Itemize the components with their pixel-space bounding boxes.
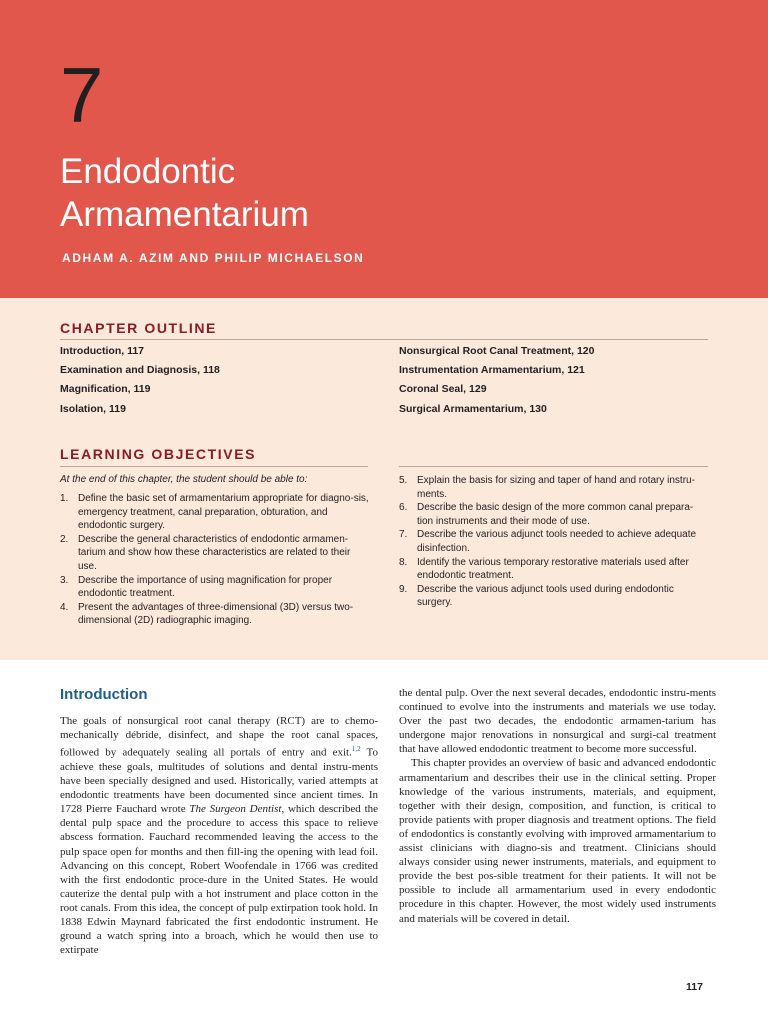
learning-objectives-heading: LEARNING OBJECTIVES [60,446,257,462]
outline-item: Examination and Diagnosis, 118 [60,364,220,376]
paragraph-continued: the dental pulp. Over the next several decades, endodontic instru-ments continued to evolve into the instruments and materials we use today. Over the past two decades, the endodontic armamen-tarium has undergone major renovations in nonsurgical and surgi-cal treatment that have allowed endodontic treatment to become more successful. [399,687,716,756]
outline-item: Instrumentation Armamentarium, 121 [399,364,585,376]
chapter-number: 7 [60,51,104,139]
chapter-title-line1: Endodontic [60,152,236,191]
outline-item: Coronal Seal, 129 [399,383,487,395]
citation-ref: 1,2 [351,745,361,754]
objective-item: 2. Describe the general characteristics of endodontic armamen-tarium and show how these characteristics are related to their use. [60,533,351,572]
chapter-outline-heading: CHAPTER OUTLINE [60,320,217,336]
objective-item: 7. Describe the various adjunct tools needed to achieve adequate disinfection. [399,529,697,554]
outline-item: Isolation, 119 [60,403,126,415]
outline-rule [60,339,708,340]
outline-item: Surgical Armamentarium, 130 [399,403,547,415]
objective-item: 8. Identify the various temporary restorative materials used after endodontic treatment. [399,556,689,582]
objective-item: 4. Present the advantages of three-dimensional (3D) versus two-dimensional (2D) radiographic imaging. [60,601,354,627]
outline-item: Introduction, 117 [60,345,145,357]
body-column-right [399,686,716,926]
page-number: 117 [686,981,703,993]
objective-item: 3. Describe the importance of using magnification for proper endodontic treatment. [60,574,333,600]
outline-item: Nonsurgical Root Canal Treatment, 120 [399,345,595,357]
objectives-intro: At the end of this chapter, the student should be able to: [60,474,308,485]
chapter-authors: ADHAM A. AZIM AND PHILIP MICHAELSON [62,251,365,265]
objectives-list-left [60,492,372,628]
chapter-title-line2: Armamentarium [60,195,309,234]
objectives-list-right [399,474,709,610]
chapter-header [0,0,768,298]
objective-item: 5. Explain the basis for sizing and taper of hand and rotary instru-ments. [399,475,695,500]
book-title: The Surgeon Dentist [189,803,282,816]
chapter-title [60,150,660,236]
paragraph: This chapter provides an overview of basic and advanced endodontic armamentarium and describes their use in the clinical setting. Proper knowledge of the various instruments, materials, and equipment, together with their design, composition, and function, is critical to provide patients with proper diagnosis and treatment options. The field of endodontics is constantly evolving with improved armamentarium to assist clinicians with diagno-sis and treatment. Clinicians should always consider using newer instruments, materials, and equipment to provide the best pos-sible treatment for their patients. It will not be possible to include all armamentarium used in every endodontic procedure in this chapter. However, the most widely used instruments and materials will be covered in detail. [399,757,716,925]
objective-item: 1. Define the basic set of armamentarium appropriate for diagno-sis, emergency treatment, canal preparation, obturation, and endodontic surgery. [60,493,369,532]
outline-item: Magnification, 119 [60,383,151,395]
objective-item: 6. Describe the basic design of the more common canal prepara-tion instruments and their mode of use. [399,502,694,527]
introduction-heading: Introduction [60,686,148,703]
paragraph: The goals of nonsurgical root canal therapy (RCT) are to chemo-mechanically débride, disinfect, and shape the root canal spaces, followed by adequately sealing all portals of entry and exit.$^{1,2}$ To achieve these goals, multitudes of solutions and dental instru-ments have been specially designed and used. Historically, varied attempts at endodontic treatments have been documented since ancient times. In 1728 Pierre Fauchard wrote The Surgeon Dentist, which described the dental pulp space and the procedure to access this space to relieve abscess formation. Fauchard recommended leaving the access to the pulp space open for months and then fill-ing the opening with lead foil. Advancing on this concept, Robert Woofendale in 1766 was credited with the first endodontic proce-dure in the United States. He would cauterize the dental pulp with a hot instrument and place cotton in the root canals. From this idea, the concept of pulp extirpation took hold. In 1838 Edwin Maynard fabricated the first endodontic instrument. He ground a watch spring into a broach, which he would then use to extirpate [60,715,379,957]
objectives-rule-right [399,466,708,467]
objective-item: 9. Describe the various adjunct tools used during endodontic surgery. [399,583,674,609]
objectives-rule-left [60,466,368,467]
body-column-left [60,714,378,957]
